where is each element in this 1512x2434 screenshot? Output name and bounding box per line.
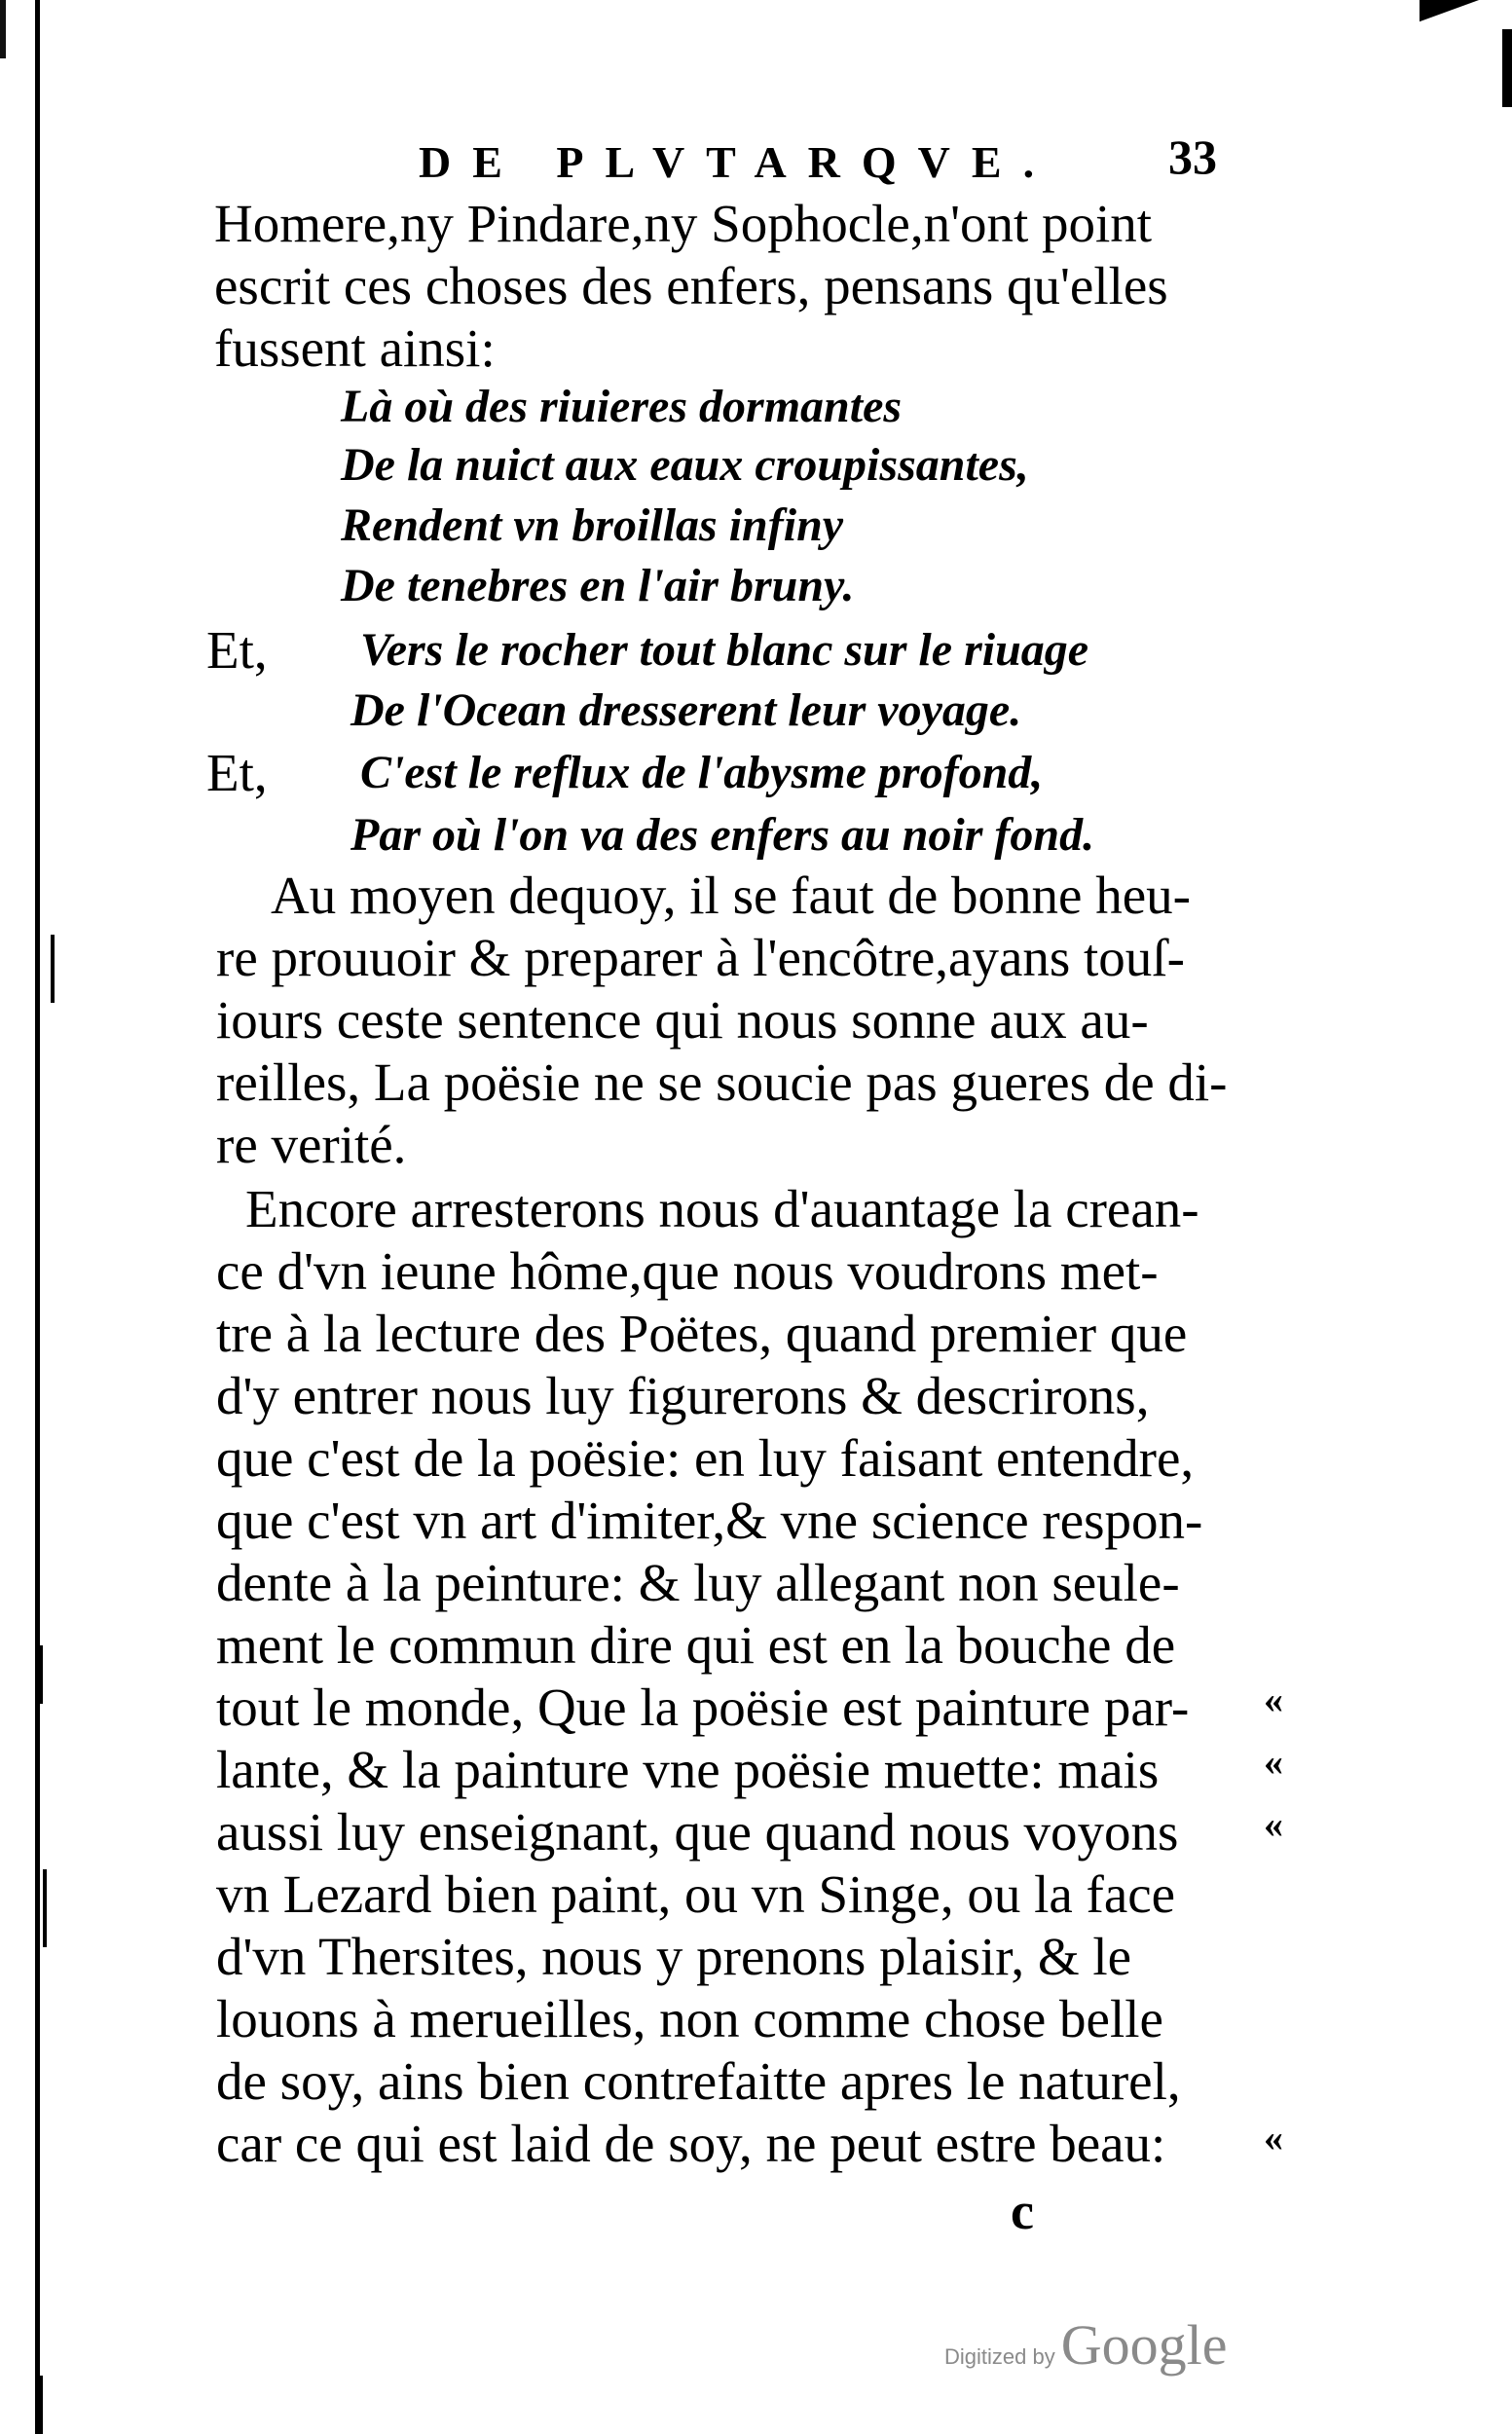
verse-line: De tenebres en l'air bruny. [341,560,855,611]
scan-edge-top-right [1420,0,1512,27]
text-line: vn Lezard bien paint, ou vn Singe, ou la face [216,1864,1176,1924]
text-line: aussi luy enseignant, que quand nous voyons [216,1802,1179,1862]
text-line: ment le commun dire qui est en la bouche de [216,1615,1176,1675]
text-line: Encore arresterons nous d'auantage la crean- [245,1179,1199,1238]
verse-line: Là où des riuieres dormantes [341,381,903,432]
text-line: que c'est vn art d'imiter,& vne science respon- [216,1491,1203,1550]
text-line: Au moyen dequoy, il se faut de bonne heu- [271,866,1191,925]
google-watermark [944,2312,1227,2378]
text-line: re verité. [216,1115,407,1174]
text-line: dente à la peinture: & luy allegant non seule- [216,1553,1180,1612]
text-line: tre à la lecture des Poëtes, quand premier que [216,1304,1188,1363]
text-line: Homere,ny Pindare,ny Sophocle,n'ont point [214,194,1153,253]
text-line: louons à merueilles, non comme chose belle [216,1989,1163,2048]
text-line: reilles, La poësie ne se soucie pas gueres de di- [216,1052,1228,1112]
scan-tick [43,1869,47,1947]
text-line: fussent ainsi: [214,318,496,378]
verse-line: Par où l'on va des enfers au noir fond. [350,809,1095,861]
text-line: tout le monde, Que la poësie est painture par- [216,1678,1190,1737]
margin-quote-mark: « [1264,2116,1283,2159]
watermark-brand: Google [1060,2313,1228,2377]
margin-quote-mark: « [1264,1740,1283,1784]
scan-edge-right [1502,29,1512,107]
verse-line: De l'Ocean dresserent leur voyage. [350,684,1022,736]
margin-quote-mark: « [1264,1802,1283,1846]
scan-edge-left [35,0,40,2434]
verse-line: C'est le reflux de l'abysme profond, [360,747,1044,798]
watermark-prefix: Digitized by [944,2344,1055,2369]
text-line: lante, & la painture vne poësie muette: mais [216,1740,1160,1799]
scan-tick [39,2376,43,2434]
text-line: escrit ces choses des enfers, pensans qu'elles [214,256,1168,315]
text-line: car ce qui est laid de soy, ne peut estre beau: [216,2114,1166,2173]
text-line: que c'est de la poësie: en luy faisant entendre, [216,1428,1195,1488]
et-label: Et, [206,620,268,680]
running-header: DE PLVTARQVE. [419,137,1056,187]
verse-line: De la nuict aux eaux croupissantes, [341,439,1029,491]
margin-quote-mark: « [1264,1678,1283,1721]
text-line: re prouuoir & preparer à l'encôtre,ayans touſ- [216,928,1185,987]
verse-line: Rendent vn broillas infiny [341,499,844,551]
scan-edge-left-stub [0,0,6,58]
text-line: iours ceste sentence qui nous sonne aux au- [216,990,1149,1050]
text-line: d'vn Thersites, nous y prenons plaisir, & le [216,1927,1132,1986]
signature-mark: c [1011,2182,1034,2240]
scan-tick [39,1645,43,1704]
verse-line: Vers le rocher tout blanc sur le riuage [360,624,1089,676]
scan-tick [51,935,55,1003]
text-line: d'y entrer nous luy figurerons & descrirons, [216,1366,1150,1425]
et-label: Et, [206,743,268,802]
page-number: 33 [1168,129,1217,184]
text-line: de soy, ains bien contrefaitte apres le naturel, [216,2051,1181,2111]
text-line: ce d'vn ieune hôme,que nous voudrons met- [216,1241,1159,1301]
